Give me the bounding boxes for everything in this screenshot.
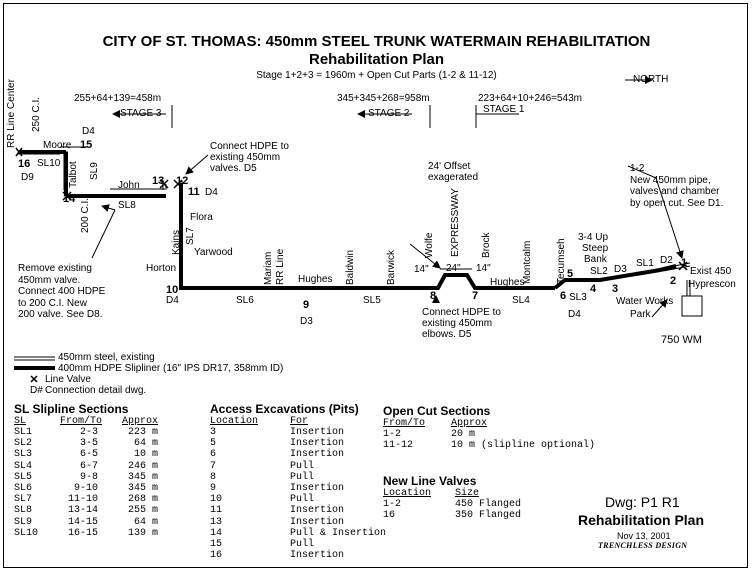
stage1-length: 223+64+10+246=543m bbox=[478, 93, 582, 104]
pipe-size-14-east: 14" bbox=[476, 263, 491, 274]
talbot-street: Talbot bbox=[68, 161, 79, 188]
opencut-header: From/To Approx bbox=[383, 418, 488, 429]
legend-detail: Connection detail dwg. bbox=[45, 385, 147, 396]
stage3-label: STAGE 3 bbox=[120, 108, 162, 119]
access-row: 13 Insertion bbox=[210, 516, 345, 528]
access-row: 15 Pull bbox=[210, 539, 315, 551]
drawing-name: Rehabilitation Plan bbox=[578, 512, 705, 528]
node-11: 11 bbox=[188, 186, 200, 198]
detail-d4-10: D4 bbox=[166, 295, 179, 306]
sl10-label: SL10 bbox=[37, 158, 61, 169]
up-steep-3: Bank bbox=[584, 254, 607, 265]
tecumseh-street: Tecumseh bbox=[556, 238, 567, 284]
slipline-table bbox=[14, 402, 172, 539]
opencut-title: Open Cut Sections bbox=[383, 404, 491, 418]
newvalves-table bbox=[383, 474, 545, 521]
node-9: 9 bbox=[303, 299, 310, 311]
stage3-length: 255+64+139=458m bbox=[74, 93, 162, 104]
node-10: 10 bbox=[166, 284, 179, 296]
slipline-row: SL10 16-15 139 m bbox=[14, 527, 158, 539]
drawing-number: Dwg: P1 R1 bbox=[605, 494, 680, 510]
baldwin-street: Baldwin bbox=[345, 249, 356, 285]
kains-street: Kains bbox=[171, 229, 182, 255]
detail-d2: D2 bbox=[660, 255, 673, 266]
john-street: John bbox=[118, 180, 140, 191]
detail-d9: D9 bbox=[21, 172, 34, 183]
sl1-label: SL1 bbox=[636, 258, 654, 269]
drawing-date: Nov 13, 2001 bbox=[617, 531, 671, 541]
detail-d4-6: D4 bbox=[568, 309, 581, 320]
access-row: 11 Insertion bbox=[210, 505, 345, 517]
slipline-row: SL8 13-14 255 m bbox=[14, 505, 158, 517]
expressway-label: EXPRESSWAY bbox=[450, 188, 461, 257]
access-header: Location For bbox=[210, 416, 309, 427]
sl3-label: SL3 bbox=[569, 292, 587, 303]
node-3: 3 bbox=[612, 283, 619, 295]
water-works-label: Water Works bbox=[616, 296, 674, 307]
opencut-row: 1-2 20 m bbox=[383, 429, 476, 440]
montcalm-street: Montcalm bbox=[522, 240, 533, 284]
node-5: 5 bbox=[567, 268, 574, 280]
newvalves-title: New Line Valves bbox=[383, 474, 477, 488]
access-row: 8 Pull bbox=[210, 471, 315, 483]
rr-line-center-label: RR Line Center bbox=[6, 79, 17, 148]
offset-note-1: 24' Offset bbox=[428, 161, 471, 172]
node-8: 8 bbox=[430, 290, 437, 302]
sl8-label: SL8 bbox=[118, 200, 136, 211]
detail-d3-9: D3 bbox=[300, 316, 313, 327]
opencut-table bbox=[383, 404, 611, 451]
newvalve-row: 16 350 Flanged bbox=[383, 510, 522, 522]
ci-250-label: 250 C.I. bbox=[31, 96, 42, 132]
opencut-row: 11-12 10 m (slipline optional) bbox=[383, 440, 596, 452]
slipline-row: SL5 9-8 345 m bbox=[14, 471, 158, 483]
firm-name: TRENCHLESS DESIGN bbox=[598, 541, 688, 550]
newvalve-row: 1-2 450 Flanged bbox=[383, 499, 522, 510]
callout-open-cut-1-2: 1-2 New 450mm pipe, valves and chamber by open cut. See D1. bbox=[630, 163, 724, 209]
access-row: 10 Pull bbox=[210, 494, 315, 506]
sl7-label: SL7 bbox=[185, 227, 196, 245]
sl6-label: SL6 bbox=[236, 295, 254, 306]
newvalves-header: Location Size bbox=[383, 488, 480, 499]
legend-valve: Line Valve bbox=[45, 374, 91, 385]
legend-hdpe: 400mm HDPE Slipliner (16" IPS DR17, 358mm ID) bbox=[58, 363, 284, 374]
wm-750-label: 750 WM bbox=[661, 334, 702, 346]
park-label: Park bbox=[630, 309, 651, 320]
node-1: 1 bbox=[681, 257, 688, 269]
access-row: 7 Pull bbox=[210, 460, 315, 472]
barwick-street: Barwick bbox=[386, 249, 397, 285]
sl9-label: SL9 bbox=[89, 162, 100, 180]
access-row: 3 Insertion bbox=[210, 427, 345, 438]
access-row: 9 Insertion bbox=[210, 483, 345, 495]
mariam-street: Mariam bbox=[263, 251, 274, 285]
legend-steel: 450mm steel, existing bbox=[58, 352, 155, 363]
node-2: 2 bbox=[670, 275, 677, 287]
callout-node-12: Connect HDPE to existing 450mm valves. D5 bbox=[210, 141, 289, 174]
node-7: 7 bbox=[472, 290, 479, 302]
pipe-size-24: 24" bbox=[446, 263, 461, 274]
slipline-row: SL2 3-5 64 m bbox=[14, 438, 158, 450]
access-row: 6 Insertion bbox=[210, 449, 345, 461]
callout-node-8: Connect HDPE to existing 450mm elbows. D5 bbox=[422, 307, 501, 340]
hughes-street-east: Hughes bbox=[490, 277, 525, 288]
node-12: 12 bbox=[176, 175, 189, 187]
access-row: 14 Pull & Insertion bbox=[210, 527, 387, 539]
access-row: 5 Insertion bbox=[210, 438, 345, 450]
detail-d4-11: D4 bbox=[205, 187, 218, 198]
slipline-row: SL6 9-10 345 m bbox=[14, 483, 158, 495]
callout-node-14: Remove existing 450mm valve. Connect 400 HDPE to 200 C.I. New 200 valve. See D8. bbox=[18, 263, 106, 320]
node-4: 4 bbox=[590, 283, 597, 295]
flora-street: Flora bbox=[190, 212, 213, 223]
stage2-label: STAGE 2 bbox=[368, 108, 410, 119]
node-15: 15 bbox=[80, 139, 93, 151]
pipe-size-14-west: 14" bbox=[414, 264, 429, 275]
page-title: CITY OF ST. THOMAS: 450mm STEEL TRUNK WATERMAIN REHABILITATION bbox=[102, 33, 651, 50]
offset-note-2: exagerated bbox=[428, 172, 479, 183]
up-steep-2: Steep bbox=[582, 243, 609, 254]
wolfe-street: Wolfe bbox=[424, 232, 435, 258]
sl5-label: SL5 bbox=[363, 295, 381, 306]
slipline-header: SL From/To Approx bbox=[14, 416, 159, 427]
up-steep-1: 3-4 Up bbox=[578, 232, 609, 243]
brock-street: Brock bbox=[481, 232, 492, 258]
stage1-label: STAGE 1 bbox=[483, 104, 525, 115]
detail-d3-4: D3 bbox=[614, 264, 627, 275]
hughes-street: Hughes bbox=[298, 274, 333, 285]
rr-line-label: RR Line bbox=[275, 248, 286, 285]
access-row: 16 Insertion bbox=[210, 550, 345, 562]
slipline-row: SL3 6-5 10 m bbox=[14, 449, 158, 461]
detail-d4-15: D4 bbox=[82, 126, 95, 137]
slipline-title: SL Slipline Sections bbox=[14, 402, 129, 416]
slipline-row: SL9 14-15 64 m bbox=[14, 516, 158, 528]
slipline-row: SL4 6-7 246 m bbox=[14, 460, 158, 472]
hyprescon-label: Hyprescon bbox=[688, 279, 736, 290]
sl4-label: SL4 bbox=[512, 295, 530, 306]
node-13: 13 bbox=[152, 175, 165, 187]
node-16: 16 bbox=[18, 158, 31, 170]
slipline-row: SL7 11-10 268 m bbox=[14, 494, 158, 506]
page-subtitle: Rehabilitation Plan bbox=[308, 51, 444, 68]
horton-street: Horton bbox=[146, 263, 177, 274]
stage2-length: 345+345+268=958m bbox=[337, 93, 430, 104]
node-6: 6 bbox=[560, 290, 567, 302]
ci-200-label: 200 C.I. bbox=[80, 197, 91, 233]
access-title: Access Excavations (Pits) bbox=[210, 402, 359, 416]
legend-detail-symbol: D# bbox=[30, 385, 43, 396]
stage-arrows bbox=[113, 105, 519, 128]
access-table bbox=[210, 402, 400, 561]
yarwood-street: Yarwood bbox=[194, 247, 233, 258]
moore-street: Moore bbox=[43, 140, 72, 151]
node-14: 14 bbox=[63, 193, 76, 205]
north-label: NORTH bbox=[633, 74, 669, 85]
stage-total-note: Stage 1+2+3 = 1960m + Open Cut Parts (1-2 & 11-12) bbox=[256, 70, 497, 81]
sl2-label: SL2 bbox=[590, 266, 608, 277]
slipline-row: SL1 2-3 223 m bbox=[14, 427, 158, 438]
exist-450-label: Exist 450 bbox=[690, 266, 732, 277]
